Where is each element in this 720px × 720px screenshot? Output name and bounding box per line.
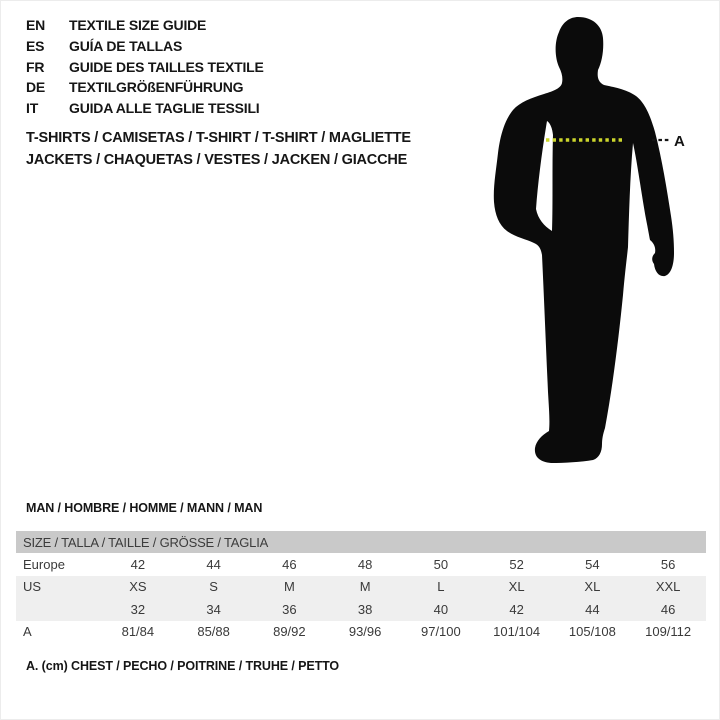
man-silhouette	[494, 17, 674, 463]
size-value: 54	[585, 556, 600, 572]
size-value: XS	[129, 579, 147, 595]
size-value: M	[283, 579, 295, 595]
table-row	[16, 576, 706, 599]
size-value: XL	[584, 579, 601, 595]
row-label: A	[23, 624, 32, 640]
guide-title: GUIDA ALLE TAGLIE TESSILI	[69, 100, 260, 117]
size-value: 42	[130, 556, 146, 572]
size-value: 36	[282, 601, 297, 617]
size-value: 101/104	[493, 624, 541, 640]
table-row	[16, 553, 706, 576]
man-silhouette-figure	[471, 1, 720, 481]
language-title-list	[26, 15, 264, 119]
language-code: IT	[26, 100, 39, 117]
measure-label-a: A	[674, 133, 685, 150]
language-row	[26, 77, 264, 98]
guide-title: GUÍA DE TALLAS	[69, 37, 183, 54]
size-value: 105/108	[568, 624, 616, 640]
garment-category-line: JACKETS / CHAQUETAS / VESTES / JACKEN / GIACCHE	[26, 151, 408, 168]
language-row	[26, 57, 264, 78]
size-value: XXL	[655, 579, 681, 595]
table-row	[16, 621, 706, 644]
language-row	[26, 15, 264, 36]
guide-title: GUIDE DES TAILLES TEXTILE	[69, 58, 264, 75]
size-value: 52	[509, 556, 524, 572]
size-value: 93/96	[348, 624, 382, 640]
size-value: 40	[433, 601, 449, 617]
row-label: Europe	[23, 556, 65, 572]
size-value: 48	[357, 556, 373, 572]
guide-title: TEXTILGRÖßENFÜHRUNG	[69, 79, 244, 96]
language-row	[26, 36, 264, 57]
table-row	[16, 598, 706, 621]
size-value: XL	[508, 579, 525, 595]
size-value: 44	[585, 601, 600, 617]
garment-category-list	[26, 128, 411, 172]
language-code: DE	[26, 79, 46, 96]
size-value: L	[437, 579, 445, 595]
size-value: 85/88	[197, 624, 230, 640]
language-code: EN	[26, 17, 46, 33]
size-value: 34	[206, 601, 221, 617]
size-value: 97/100	[420, 624, 461, 640]
size-value: 89/92	[273, 624, 306, 640]
size-value: M	[359, 579, 371, 595]
size-value: 42	[509, 601, 524, 617]
garment-category-line: T-SHIRTS / CAMISETAS / T-SHIRT / T-SHIRT / MAGLIETTE	[26, 130, 411, 146]
size-value: 44	[206, 556, 221, 572]
size-value: 38	[357, 601, 373, 617]
size-value: 81/84	[121, 624, 155, 640]
size-value: 56	[660, 556, 676, 572]
size-value: 46	[282, 556, 297, 572]
size-value: 32	[130, 601, 146, 617]
size-value: 109/112	[645, 624, 692, 640]
row-label: US	[23, 579, 42, 595]
size-table-header: SIZE / TALLA / TAILLE / GRÖSSE / TAGLIA	[16, 531, 706, 553]
language-code: ES	[26, 37, 45, 54]
section-title-man: MAN / HOMBRE / HOMME / MANN / MAN	[26, 501, 263, 515]
language-row	[26, 98, 264, 119]
language-code: FR	[26, 58, 45, 75]
size-value: 50	[433, 556, 449, 572]
measurement-footnote: A. (cm) CHEST / PECHO / POITRINE / TRUHE / PETTO	[26, 659, 340, 673]
size-table-body	[16, 553, 706, 643]
size-value: S	[209, 579, 218, 595]
size-table	[16, 531, 706, 643]
guide-title: TEXTILE SIZE GUIDE	[69, 17, 207, 33]
size-value: 46	[660, 601, 676, 617]
